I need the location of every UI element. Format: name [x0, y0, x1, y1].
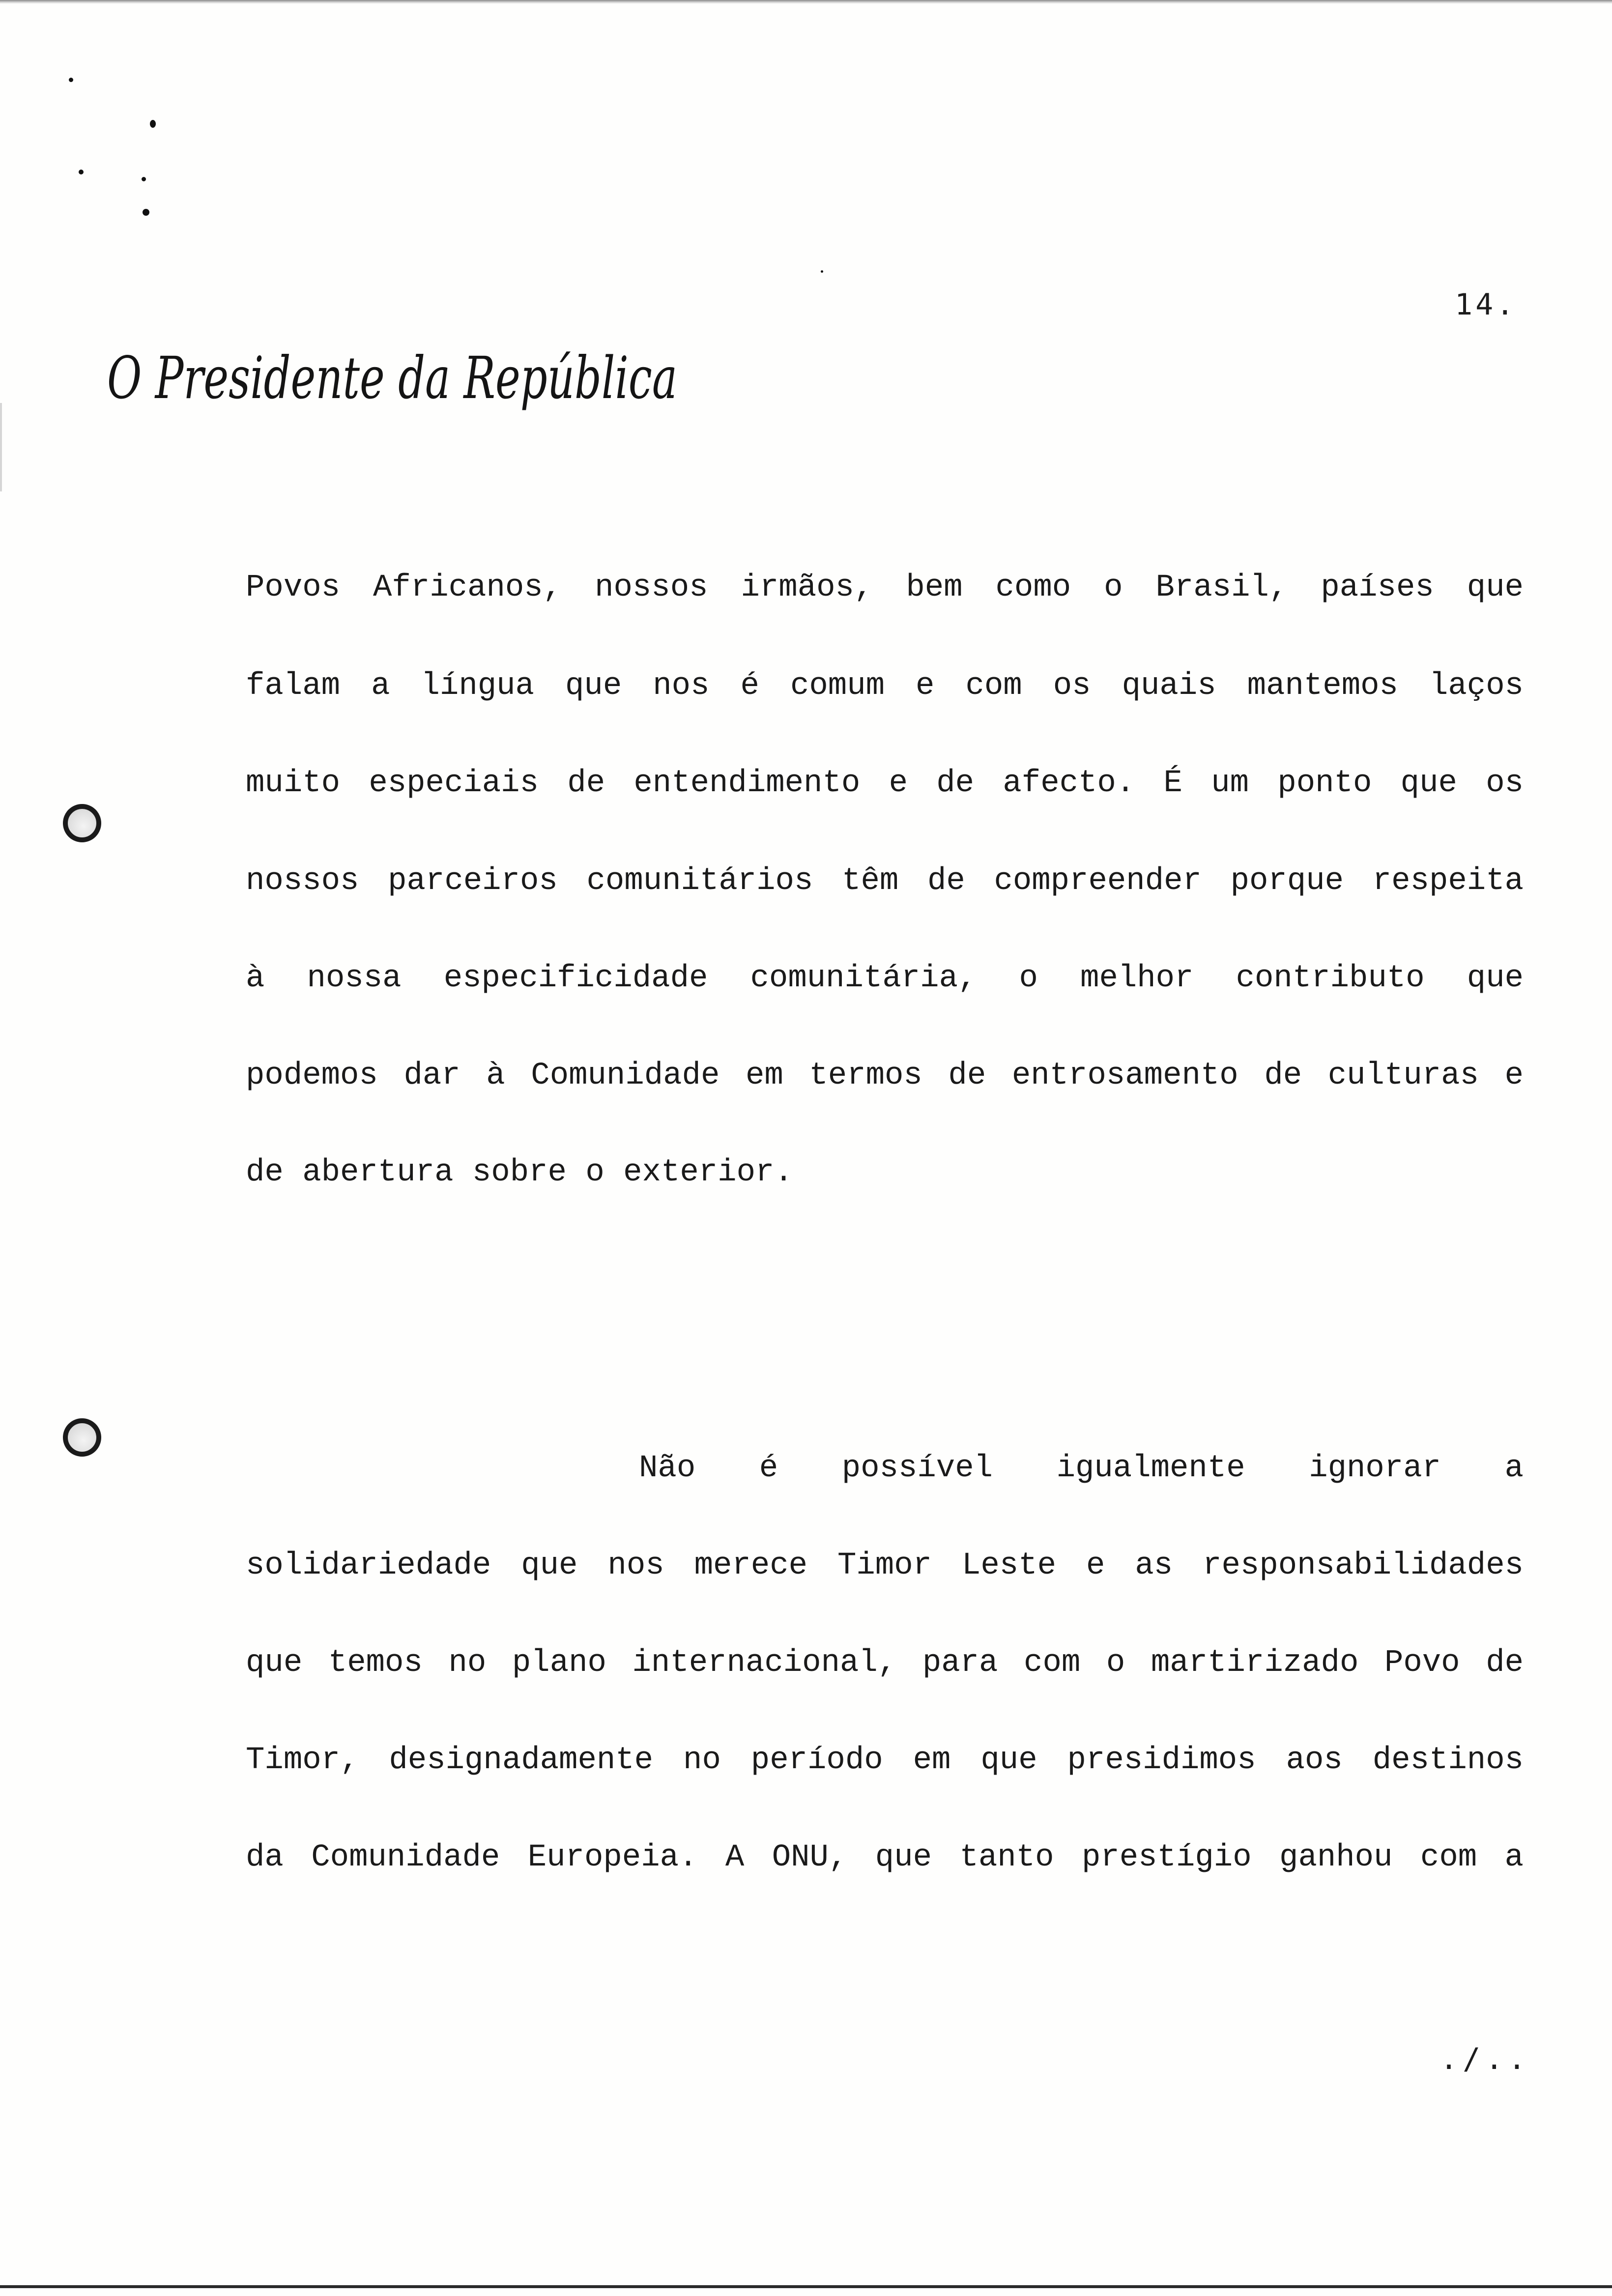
letterhead-script: [107, 339, 697, 437]
scan-speck: [821, 270, 823, 273]
text-line: Povos Africanos, nossos irmãos, bem como o Brasil, países que: [246, 570, 1524, 605]
text-line: nossos parceiros comunitários têm de compreender porque respeita: [246, 863, 1524, 899]
text-line: que temos no plano internacional, para com o martirizado Povo de: [246, 1645, 1524, 1681]
letterhead-title: O Presidente da República: [107, 344, 677, 412]
scan-left-edge: [0, 403, 2, 491]
scan-speck: [69, 78, 73, 82]
text-line: à nossa especificidade comunitária, o melhor contributo que: [246, 961, 1524, 996]
text-line: Timor, designadamente no período em que presidimos aos destinos: [246, 1743, 1524, 1778]
text-line: podemos dar à Comunidade em termos de entrosamento de culturas e: [246, 1058, 1524, 1093]
text-line: solidariedade que nos merece Timor Leste e as responsabilidades: [246, 1548, 1524, 1583]
text-line: da Comunidade Europeia. A ONU, que tanto prestígio ganhou com a: [246, 1840, 1524, 1875]
scan-speck: [142, 177, 146, 181]
text-line: falam a língua que nos é comum e com os quais mantemos laços: [246, 668, 1524, 704]
letterhead: [107, 339, 697, 437]
text-line: de abertura sobre o exterior.: [246, 1155, 793, 1190]
punch-hole: [63, 1418, 101, 1457]
text-line: Não é possível igualmente ignorar a: [639, 1451, 1524, 1486]
scan-speck: [150, 120, 156, 128]
punch-hole: [63, 804, 101, 842]
scan-bottom-edge: [0, 2285, 1612, 2288]
text-line: muito especiais de entendimento e de afecto. É um ponto que os: [246, 766, 1524, 801]
scan-speck: [143, 209, 149, 216]
scan-speck: [79, 170, 84, 174]
continuation-mark: ./..: [1440, 2042, 1531, 2076]
page-number: 14.: [1455, 287, 1517, 322]
scan-top-edge: [0, 0, 1612, 4]
